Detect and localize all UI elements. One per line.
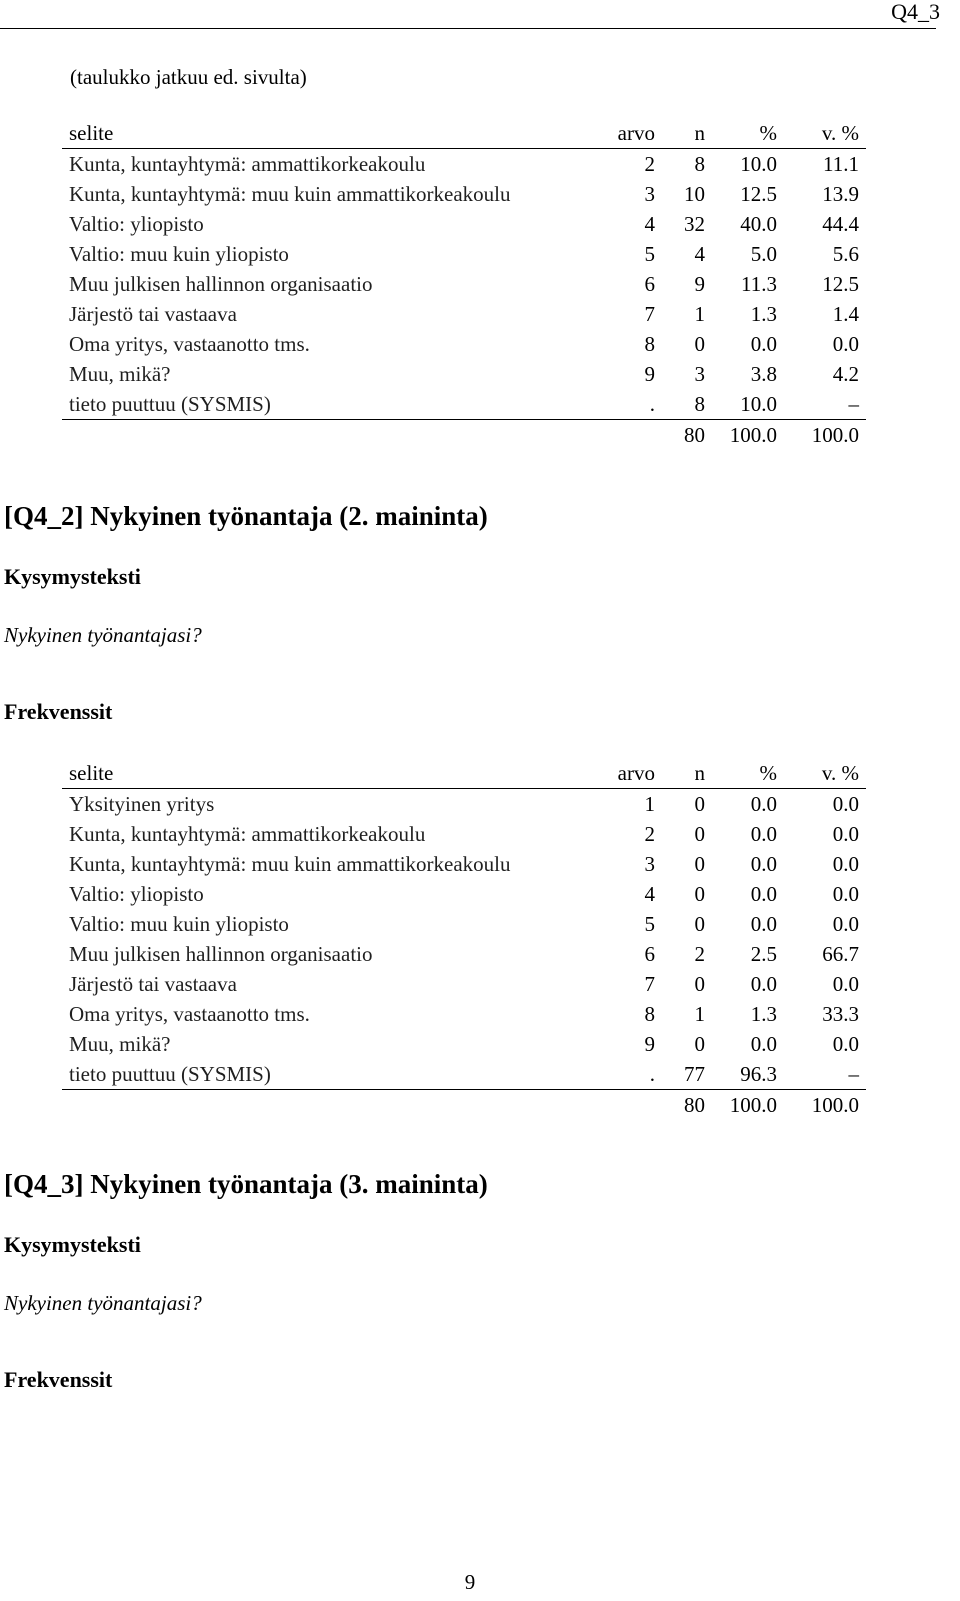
row-label: Valtio: muu kuin yliopisto [69,242,289,266]
row-percent: 1.3 [750,1002,777,1026]
row-percent: 11.3 [741,272,777,296]
table-row [62,299,866,329]
row-label: Kunta, kuntayhtymä: muu kuin ammattikorkeakoulu [69,852,511,876]
row-arvo: 3 [644,182,655,206]
row-label: Järjestö tai vastaava [69,302,237,326]
page-number: 9 [464,1570,476,1594]
column-header-valid-percent: v. % [784,758,866,789]
row-label: Valtio: muu kuin yliopisto [69,912,289,936]
row-arvo: 4 [644,212,655,236]
row-percent: 0.0 [750,792,777,816]
row-arvo: 9 [644,1032,655,1056]
row-arvo: 6 [644,942,655,966]
row-valid-percent: – [848,392,859,416]
row-label: Oma yritys, vastaanotto tms. [69,332,310,356]
row-percent: 3.8 [750,362,777,386]
column-header-n: n [662,758,712,789]
table-row [62,849,866,879]
table-row [62,359,866,389]
row-arvo: 8 [644,332,655,356]
table-row [62,789,866,820]
row-label: Valtio: yliopisto [69,882,204,906]
column-header-arvo: arvo [592,118,662,149]
total-percent: 100.0 [712,1090,784,1121]
row-arvo: 1 [644,792,655,816]
row-percent: 40.0 [740,212,777,236]
header-rule [0,28,936,29]
row-valid-percent: 0.0 [832,852,859,876]
row-arvo: 7 [644,302,655,326]
table-row [62,819,866,849]
row-valid-percent: 33.3 [822,1002,859,1026]
row-valid-percent: – [848,1062,859,1086]
row-valid-percent: 1.4 [832,302,859,326]
table-row [62,239,866,269]
row-valid-percent: 0.0 [832,882,859,906]
table-row [62,329,866,359]
row-n: 0 [694,822,705,846]
column-header-arvo: arvo [592,758,662,789]
row-n: 0 [694,792,705,816]
row-valid-percent: 66.7 [822,942,859,966]
table-row [62,879,866,909]
column-header-percent: % [712,118,784,149]
continuation-note: (taulukko jatkuu ed. sivulta) [70,65,307,89]
row-n: 0 [694,912,705,936]
frequencies-heading-q4-2: Frekvenssit [4,699,113,724]
row-percent: 12.5 [740,182,777,206]
table-row [62,1059,866,1090]
row-n: 1 [694,1002,705,1026]
row-arvo: 2 [644,822,655,846]
table-row [62,1029,866,1059]
row-label: Valtio: yliopisto [69,212,204,236]
table-row [62,269,866,299]
table-header-row [62,118,866,149]
column-header-selite: selite [62,118,592,149]
row-n: 0 [694,972,705,996]
frequency-table-q4-2 [62,758,866,1120]
row-label: Kunta, kuntayhtymä: ammattikorkeakoulu [69,822,426,846]
question-heading-q4-2: Kysymysteksti [4,564,141,589]
row-valid-percent: 11.1 [823,152,859,176]
frequency-table-q4-1-continued [62,118,866,450]
row-n: 4 [694,242,705,266]
table-row [62,909,866,939]
question-heading-q4-3: Kysymysteksti [4,1232,141,1257]
row-percent: 10.0 [740,152,777,176]
total-valid-percent: 100.0 [784,420,866,451]
row-arvo: . [649,1062,655,1086]
table-row [62,149,866,180]
row-label: tieto puuttuu (SYSMIS) [69,1062,271,1086]
column-header-percent: % [712,758,784,789]
row-arvo: 9 [644,362,655,386]
question-text-q4-2: Nykyinen työnantajasi? [4,623,202,647]
row-n: 0 [694,332,705,356]
total-valid-percent: 100.0 [784,1090,866,1121]
row-label: Muu julkisen hallinnon organisaatio [69,272,373,296]
row-valid-percent: 0.0 [832,792,859,816]
table-row [62,389,866,420]
row-arvo: 6 [644,272,655,296]
page-header-tag: Q4_3 [891,0,940,24]
row-valid-percent: 0.0 [832,332,859,356]
row-arvo: 4 [644,882,655,906]
table-row [62,939,866,969]
table-total-row [62,420,866,451]
row-label: Kunta, kuntayhtymä: ammattikorkeakoulu [69,152,426,176]
row-percent: 0.0 [750,332,777,356]
row-label: Yksityinen yritys [69,792,215,816]
row-valid-percent: 0.0 [832,1032,859,1056]
row-percent: 0.0 [750,822,777,846]
row-valid-percent: 0.0 [832,822,859,846]
row-label: Muu julkisen hallinnon organisaatio [69,942,373,966]
row-label: Muu, mikä? [69,1032,171,1056]
row-valid-percent: 0.0 [832,912,859,936]
row-percent: 0.0 [750,972,777,996]
row-arvo: 7 [644,972,655,996]
column-header-valid-percent: v. % [784,118,866,149]
row-valid-percent: 12.5 [822,272,859,296]
row-arvo: . [649,392,655,416]
row-arvo: 2 [644,152,655,176]
row-percent: 10.0 [740,392,777,416]
row-n: 0 [694,852,705,876]
table-row [62,999,866,1029]
row-arvo: 3 [644,852,655,876]
row-percent: 0.0 [750,852,777,876]
row-n: 2 [694,942,705,966]
row-n: 1 [694,302,705,326]
row-percent: 0.0 [750,1032,777,1056]
row-n: 3 [694,362,705,386]
row-percent: 0.0 [750,882,777,906]
row-valid-percent: 5.6 [832,242,859,266]
row-n: 8 [694,392,705,416]
row-percent: 96.3 [740,1062,777,1086]
row-arvo: 8 [644,1002,655,1026]
row-percent: 0.0 [750,912,777,936]
row-n: 32 [684,212,705,236]
row-n: 0 [694,882,705,906]
row-n: 8 [694,152,705,176]
table-header-row [62,758,866,789]
table-row [62,969,866,999]
section-title-q4-3: [Q4_3] Nykyinen työnantaja (3. maininta) [4,1169,488,1199]
row-valid-percent: 44.4 [822,212,859,236]
row-n: 9 [694,272,705,296]
row-n: 77 [684,1062,705,1086]
row-label: Muu, mikä? [69,362,171,386]
row-label: Järjestö tai vastaava [69,972,237,996]
table-row [62,179,866,209]
row-percent: 1.3 [750,302,777,326]
column-header-selite: selite [62,758,592,789]
row-percent: 5.0 [750,242,777,266]
column-header-n: n [662,118,712,149]
row-valid-percent: 13.9 [822,182,859,206]
row-valid-percent: 0.0 [832,972,859,996]
row-n: 10 [684,182,705,206]
row-arvo: 5 [644,912,655,936]
table-total-row [62,1090,866,1121]
frequencies-heading-q4-3: Frekvenssit [4,1367,113,1392]
total-percent: 100.0 [712,420,784,451]
question-text-q4-3: Nykyinen työnantajasi? [4,1291,202,1315]
row-arvo: 5 [644,242,655,266]
total-n: 80 [662,1090,712,1121]
row-label: tieto puuttuu (SYSMIS) [69,392,271,416]
section-title-q4-2: [Q4_2] Nykyinen työnantaja (2. maininta) [4,501,488,531]
row-percent: 2.5 [750,942,777,966]
total-n: 80 [662,420,712,451]
table-row [62,209,866,239]
row-n: 0 [694,1032,705,1056]
row-valid-percent: 4.2 [832,362,859,386]
row-label: Oma yritys, vastaanotto tms. [69,1002,310,1026]
row-label: Kunta, kuntayhtymä: muu kuin ammattikorkeakoulu [69,182,511,206]
